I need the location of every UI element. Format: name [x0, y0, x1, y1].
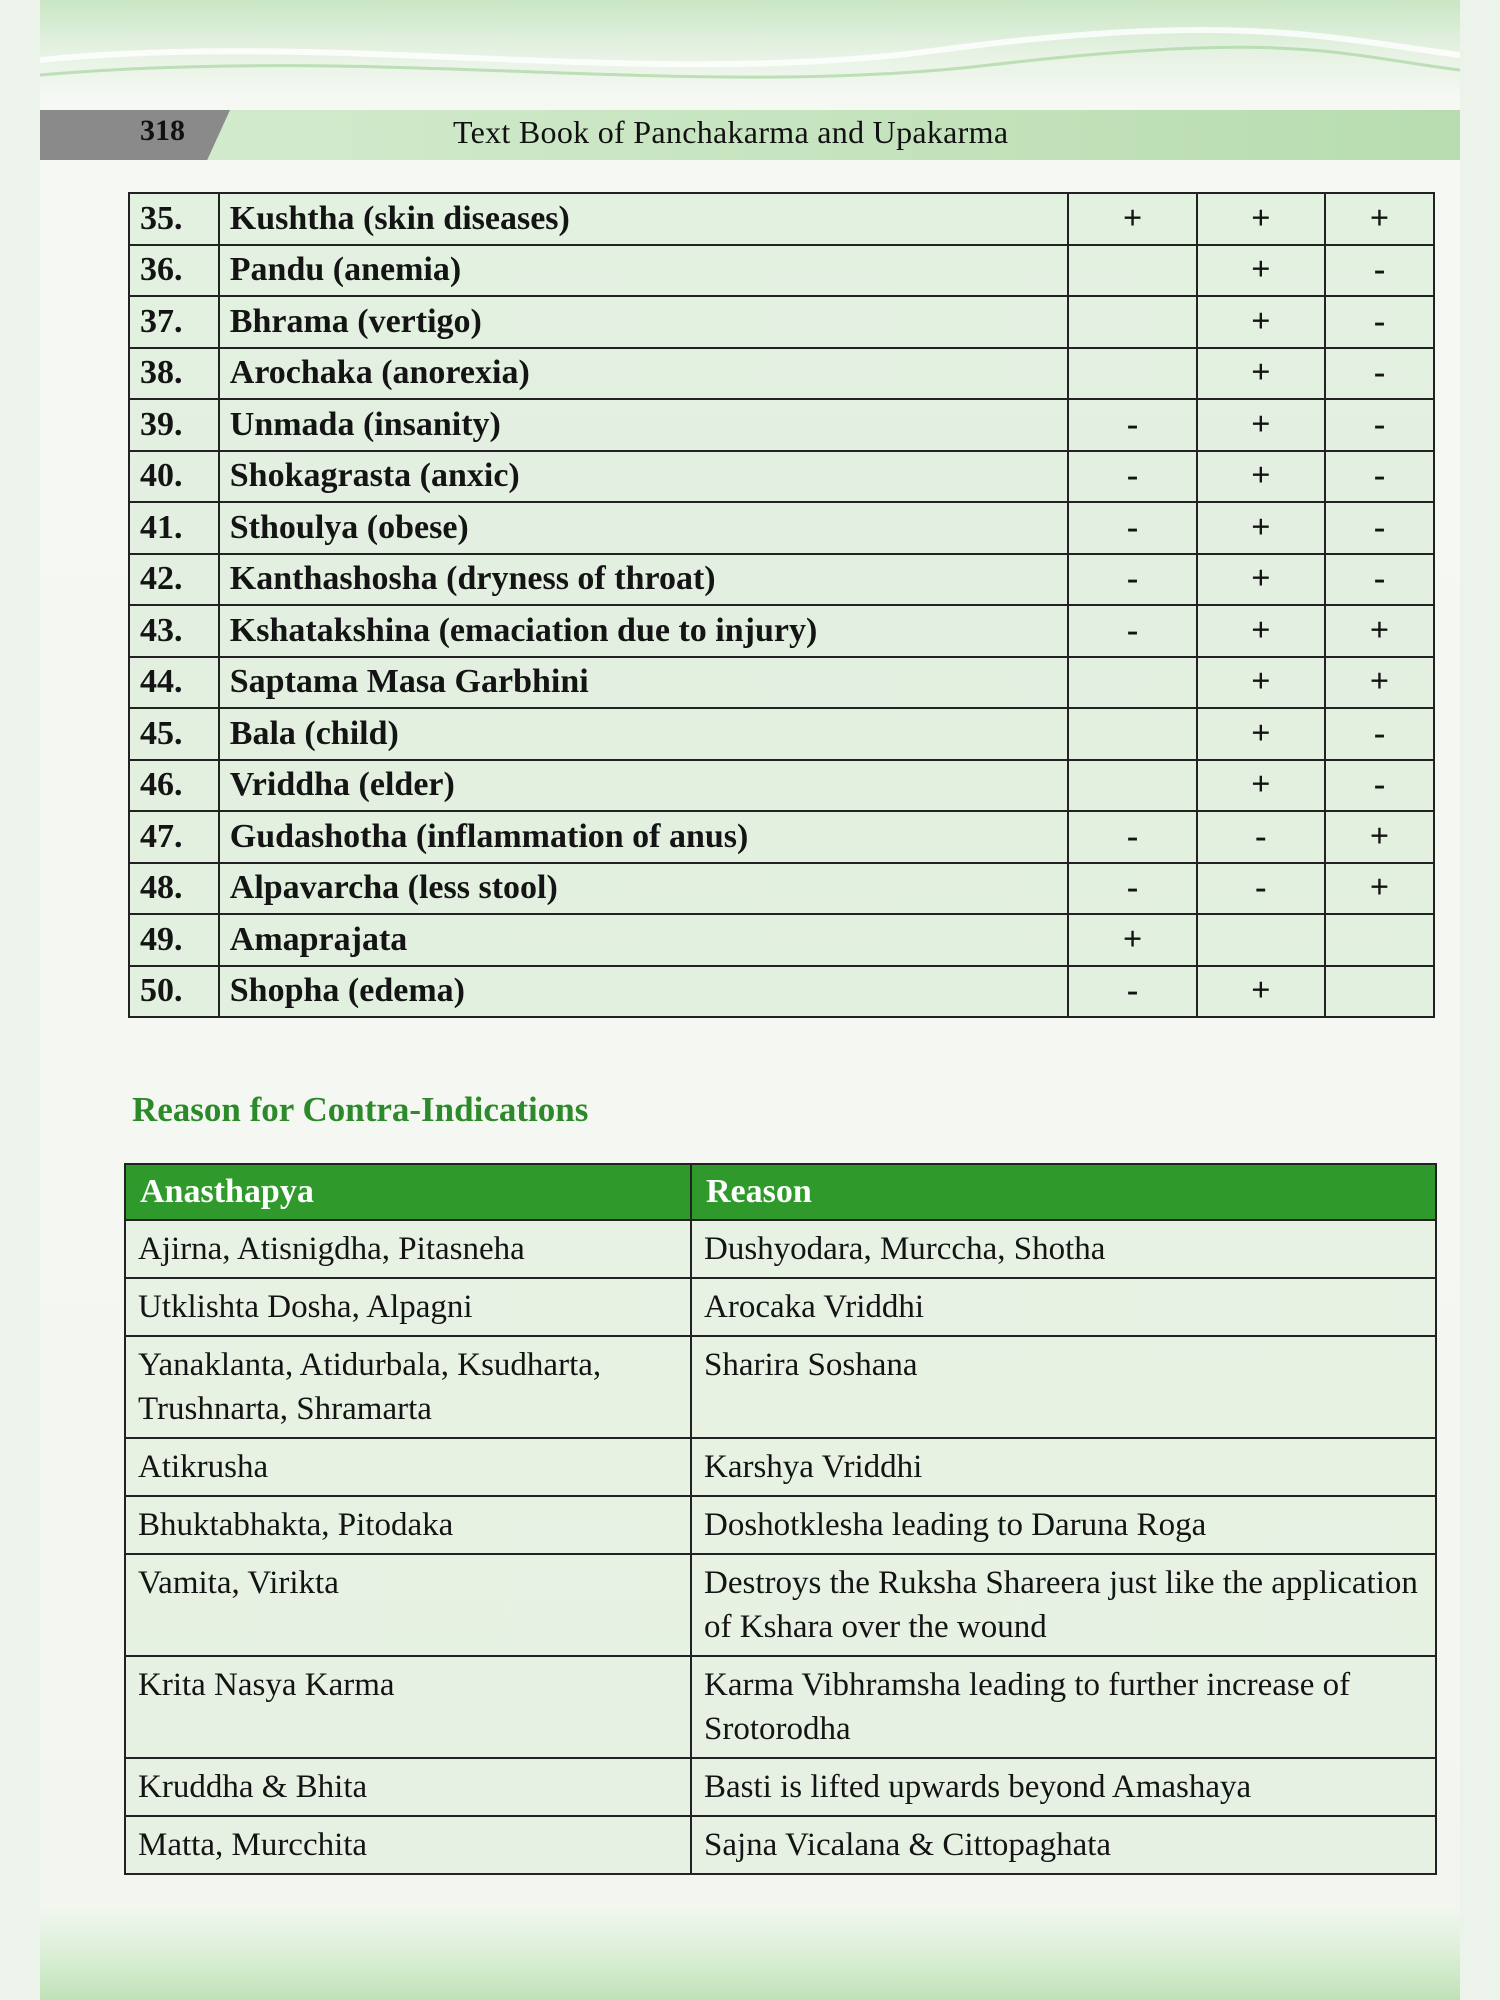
table-row — [125, 1336, 1436, 1438]
table-row — [125, 1220, 1436, 1278]
condition-name: Bala (child) — [219, 708, 1069, 760]
mark-col3: - — [1325, 708, 1434, 760]
mark-col3: + — [1325, 657, 1434, 709]
mark-col2: + — [1197, 554, 1325, 606]
table-row — [129, 348, 1434, 400]
condition-name: Alpavarcha (less stool) — [219, 863, 1069, 915]
mark-col1 — [1068, 296, 1196, 348]
condition-name: Arochaka (anorexia) — [219, 348, 1069, 400]
mark-col3: + — [1325, 605, 1434, 657]
anasthapya-cell: Ajirna, Atisnigdha, Pitasneha — [125, 1220, 691, 1278]
table-row — [125, 1758, 1436, 1816]
mark-col2: + — [1197, 708, 1325, 760]
decorative-wave — [40, 20, 1460, 100]
mark-col1 — [1068, 657, 1196, 709]
row-number: 39. — [129, 399, 219, 451]
mark-col1 — [1068, 245, 1196, 297]
table-row — [129, 811, 1434, 863]
table-header-row — [125, 1164, 1436, 1220]
mark-col2: + — [1197, 296, 1325, 348]
reason-cell: Basti is lifted upwards beyond Amashaya — [691, 1758, 1436, 1816]
condition-name: Kushtha (skin diseases) — [219, 193, 1069, 245]
row-number: 50. — [129, 966, 219, 1018]
row-number: 45. — [129, 708, 219, 760]
running-title: Text Book of Panchakarma and Upakarma — [453, 114, 1009, 150]
condition-name: Kshatakshina (emaciation due to injury) — [219, 605, 1069, 657]
mark-col1 — [1068, 760, 1196, 812]
reason-cell: Arocaka Vriddhi — [691, 1278, 1436, 1336]
mark-col1 — [1068, 348, 1196, 400]
mark-col3 — [1325, 966, 1434, 1018]
row-number: 48. — [129, 863, 219, 915]
condition-name: Pandu (anemia) — [219, 245, 1069, 297]
table-row — [125, 1278, 1436, 1336]
table-row — [129, 657, 1434, 709]
book-page — [40, 0, 1460, 2000]
row-number: 43. — [129, 605, 219, 657]
mark-col2: + — [1197, 502, 1325, 554]
row-number: 44. — [129, 657, 219, 709]
bottom-decorative-band — [40, 1905, 1460, 2000]
anasthapya-cell: Matta, Murcchita — [125, 1816, 691, 1874]
row-number: 35. — [129, 193, 219, 245]
mark-col1: - — [1068, 863, 1196, 915]
mark-col1: - — [1068, 811, 1196, 863]
table-row — [125, 1656, 1436, 1758]
reason-cell: Karma Vibhramsha leading to further increase of Srotorodha — [691, 1656, 1436, 1758]
mark-col3: - — [1325, 245, 1434, 297]
anasthapya-cell: Atikrusha — [125, 1438, 691, 1496]
section-heading: Reason for Contra-Indications — [132, 1090, 589, 1129]
mark-col3 — [1325, 914, 1434, 966]
condition-name: Shokagrasta (anxic) — [219, 451, 1069, 503]
mark-col3: - — [1325, 348, 1434, 400]
contra-indication-reason-table — [124, 1163, 1437, 1875]
mark-col2: - — [1197, 811, 1325, 863]
mark-col1: - — [1068, 451, 1196, 503]
condition-name: Shopha (edema) — [219, 966, 1069, 1018]
page-number-tab — [40, 110, 230, 160]
table-row — [129, 245, 1434, 297]
mark-col1: + — [1068, 914, 1196, 966]
mark-col2: - — [1197, 863, 1325, 915]
reason-cell: Karshya Vriddhi — [691, 1438, 1436, 1496]
anasthapya-cell: Bhuktabhakta, Pitodaka — [125, 1496, 691, 1554]
row-number: 42. — [129, 554, 219, 606]
condition-name: Bhrama (vertigo) — [219, 296, 1069, 348]
table-row — [125, 1816, 1436, 1874]
row-number: 40. — [129, 451, 219, 503]
reason-cell: Sharira Soshana — [691, 1336, 1436, 1438]
anasthapya-cell: Vamita, Virikta — [125, 1554, 691, 1656]
row-number: 49. — [129, 914, 219, 966]
table-row — [129, 451, 1434, 503]
mark-col1 — [1068, 708, 1196, 760]
mark-col1: - — [1068, 966, 1196, 1018]
table-row — [129, 708, 1434, 760]
table-row — [129, 296, 1434, 348]
mark-col2: + — [1197, 966, 1325, 1018]
table-row — [125, 1554, 1436, 1656]
mark-col1: - — [1068, 554, 1196, 606]
reason-cell: Sajna Vicalana & Cittopaghata — [691, 1816, 1436, 1874]
row-number: 46. — [129, 760, 219, 812]
mark-col1: + — [1068, 193, 1196, 245]
table-row — [129, 399, 1434, 451]
table-row — [129, 502, 1434, 554]
table-row — [129, 760, 1434, 812]
anasthapya-cell: Utklishta Dosha, Alpagni — [125, 1278, 691, 1336]
mark-col3: + — [1325, 863, 1434, 915]
row-number: 47. — [129, 811, 219, 863]
mark-col3: - — [1325, 760, 1434, 812]
condition-name: Unmada (insanity) — [219, 399, 1069, 451]
reason-cell: Destroys the Ruksha Shareera just like the application of Kshara over the wound — [691, 1554, 1436, 1656]
mark-col1: - — [1068, 502, 1196, 554]
mark-col2: + — [1197, 399, 1325, 451]
table-row — [125, 1438, 1436, 1496]
reason-cell: Doshotklesha leading to Daruna Roga — [691, 1496, 1436, 1554]
condition-name: Amaprajata — [219, 914, 1069, 966]
mark-col2: + — [1197, 657, 1325, 709]
mark-col2: + — [1197, 245, 1325, 297]
mark-col3: - — [1325, 554, 1434, 606]
table-row — [129, 966, 1434, 1018]
mark-col3: + — [1325, 811, 1434, 863]
table-row — [129, 863, 1434, 915]
mark-col2: + — [1197, 348, 1325, 400]
condition-name: Gudashotha (inflammation of anus) — [219, 811, 1069, 863]
anasthapya-cell: Yanaklanta, Atidurbala, Ksudharta, Trushnarta, Shramarta — [125, 1336, 691, 1438]
table-row — [129, 554, 1434, 606]
table-row — [125, 1496, 1436, 1554]
reason-cell: Dushyodara, Murccha, Shotha — [691, 1220, 1436, 1278]
row-number: 38. — [129, 348, 219, 400]
page-number: 318 — [140, 114, 185, 147]
row-number: 36. — [129, 245, 219, 297]
mark-col2: + — [1197, 193, 1325, 245]
anasthapya-cell: Kruddha & Bhita — [125, 1758, 691, 1816]
indication-table — [128, 192, 1435, 1018]
condition-name: Kanthashosha (dryness of throat) — [219, 554, 1069, 606]
mark-col3: - — [1325, 451, 1434, 503]
anasthapya-cell: Krita Nasya Karma — [125, 1656, 691, 1758]
mark-col2: + — [1197, 451, 1325, 503]
column-header-anasthapya: Anasthapya — [125, 1164, 691, 1220]
mark-col3: - — [1325, 399, 1434, 451]
table-row — [129, 193, 1434, 245]
column-header-reason: Reason — [691, 1164, 1436, 1220]
mark-col3: - — [1325, 296, 1434, 348]
condition-name: Sthoulya (obese) — [219, 502, 1069, 554]
mark-col3: - — [1325, 502, 1434, 554]
mark-col2 — [1197, 914, 1325, 966]
mark-col1: - — [1068, 605, 1196, 657]
table-row — [129, 605, 1434, 657]
condition-name: Saptama Masa Garbhini — [219, 657, 1069, 709]
mark-col2: + — [1197, 760, 1325, 812]
mark-col2: + — [1197, 605, 1325, 657]
row-number: 41. — [129, 502, 219, 554]
condition-name: Vriddha (elder) — [219, 760, 1069, 812]
row-number: 37. — [129, 296, 219, 348]
table-row — [129, 914, 1434, 966]
mark-col3: + — [1325, 193, 1434, 245]
mark-col1: - — [1068, 399, 1196, 451]
